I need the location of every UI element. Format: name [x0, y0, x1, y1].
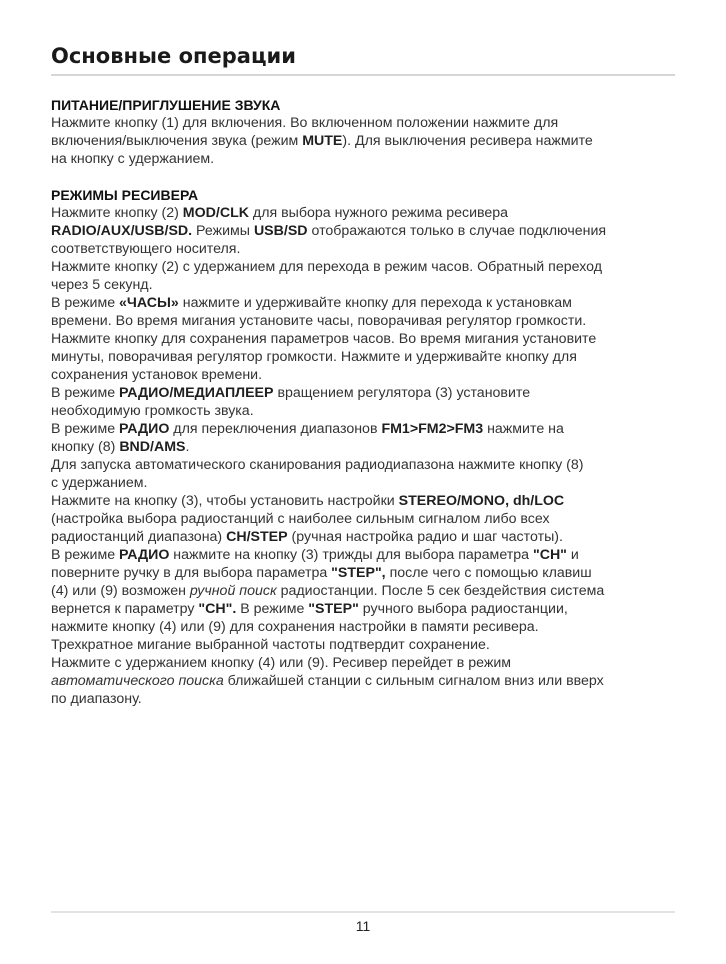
- text-line: [51, 672, 683, 690]
- bold-term-ch: "CH".: [198, 601, 237, 617]
- text-run: Нажмите на кнопку (3), чтобы установить настройки: [51, 493, 399, 509]
- text-run: включения/выключения звука (режим: [51, 133, 303, 149]
- bold-term-radio: РАДИО: [119, 421, 170, 437]
- text-line: [51, 204, 683, 222]
- text-run: для выбора нужного режима ресивера: [248, 205, 509, 221]
- text-line: [51, 132, 683, 150]
- text-line: по диапазону.: [51, 691, 142, 707]
- text-line: с удержанием.: [51, 475, 148, 491]
- text-run: нажмите на: [483, 421, 564, 437]
- bold-term-radio: РАДИО: [119, 547, 170, 563]
- bold-term-radio-media: РАДИО/МЕДИАПЛЕЕР: [119, 385, 274, 401]
- text-run: В режиме: [51, 547, 120, 563]
- text-line: нажмите кнопку (4) или (9) для сохранения настройки в памяти ресивера.: [51, 619, 539, 635]
- text-run: радиостанций диапазона): [51, 529, 227, 545]
- section-heading-modes: РЕЖИМЫ РЕСИВЕРА: [51, 187, 199, 203]
- text-line: [51, 492, 683, 510]
- text-line: [51, 600, 683, 618]
- text-run: кнопку (8): [51, 439, 120, 455]
- text-run: после чего с помощью клавиш: [385, 565, 592, 581]
- bold-term-ch: "CH": [532, 547, 567, 563]
- text-line: Нажмите кнопку для сохранения параметров часов. Во время мигания установите: [51, 331, 597, 347]
- bold-term-step: "STEP",: [331, 565, 386, 581]
- text-line: Для запуска автоматического сканирования радиодиапазона нажмите кнопку (8): [51, 457, 584, 473]
- text-line: Нажмите кнопку (2) с удержанием для перехода в режим часов. Обратный переход: [51, 259, 602, 275]
- text-run: В режиме: [51, 421, 120, 437]
- footer-divider: [51, 911, 675, 913]
- paragraph-power: [51, 114, 683, 168]
- text-run: для переключения диапазонов: [169, 421, 382, 437]
- bold-term-usb-sd: USB/SD: [253, 223, 308, 239]
- text-run: .: [185, 439, 190, 455]
- text-run: ближайшей станции с сильным сигналом вниз или вверх: [223, 673, 604, 689]
- section-heading-power: ПИТАНИЕ/ПРИГЛУШЕНИЕ ЗВУКА: [51, 97, 281, 113]
- text-line: [51, 564, 683, 582]
- text-run: поверните ручку в для выбора параметра: [51, 565, 332, 581]
- text-run: радиостанции. После 5 сек бездействия система: [276, 583, 605, 599]
- text-line: Нажмите кнопку (1) для включения. Во включенном положении нажмите для: [51, 115, 559, 131]
- text-line: времени. Во время мигания установите часы, поворачивая регулятор громкости.: [51, 313, 587, 329]
- text-line: минуты, поворачивая регулятор громкости. Нажмите и удерживайте кнопку для: [51, 349, 577, 365]
- text-run: и: [566, 547, 579, 563]
- text-run: (ручная настройка радио и шаг частоты).: [287, 529, 563, 545]
- page-number: 11: [355, 918, 371, 934]
- text-line: [51, 438, 683, 456]
- text-line: [51, 384, 683, 402]
- text-line: (настройка выбора радиостанций с наиболее сильным сигналом либо всех: [51, 511, 550, 527]
- bold-term-bnd-ams: BND/AMS: [119, 439, 186, 455]
- text-line: Трехкратное мигание выбранной частоты подтвердит сохранение.: [51, 637, 490, 653]
- italic-term-manual-search: ручной поиск: [189, 583, 277, 599]
- bold-term-stereo-mono: STEREO/MONO, dh/LOC: [398, 493, 565, 509]
- text-run: Режимы: [192, 223, 254, 239]
- text-line: [51, 222, 683, 240]
- text-run: нажмите и удерживайте кнопку для перехода к установкам: [178, 295, 572, 311]
- text-line: соответствующего носителя.: [51, 241, 241, 257]
- bold-term-modes: RADIO/AUX/USB/SD.: [51, 223, 193, 239]
- text-run: вернется к параметру: [51, 601, 199, 617]
- text-line: через 5 секунд.: [51, 277, 153, 293]
- paragraph-tuning: [51, 546, 683, 708]
- title-divider: [51, 74, 675, 76]
- text-line: [51, 420, 683, 438]
- page-title: Основные операции: [51, 44, 296, 68]
- paragraph-modes: [51, 204, 683, 384]
- text-line: Нажмите с удержанием кнопку (4) или (9). Ресивер перейдет в режим: [51, 655, 512, 671]
- text-line: [51, 546, 683, 564]
- bold-term-ch-step: CH/STEP: [226, 529, 288, 545]
- text-line: сохранения установок времени.: [51, 367, 263, 383]
- italic-term-auto-search: автоматического поиска: [51, 673, 224, 689]
- bold-term-mute: MUTE: [302, 133, 343, 149]
- text-run: В режиме: [51, 295, 120, 311]
- text-run: В режиме: [51, 385, 120, 401]
- text-line: [51, 528, 683, 546]
- bold-term-step: "STEP": [308, 601, 359, 617]
- text-run: отображаются только в случае подключения: [307, 223, 607, 239]
- bold-term-fm-bands: FM1>FM2>FM3: [381, 421, 484, 437]
- text-line: на кнопку с удержанием.: [51, 151, 215, 167]
- text-run: ручного выбора радиостанции,: [358, 601, 568, 617]
- text-line: необходимую громкость звука.: [51, 403, 254, 419]
- text-line: [51, 582, 683, 600]
- text-run: В режиме: [236, 601, 309, 617]
- text-run: Нажмите кнопку (2): [51, 205, 183, 221]
- bold-term-mod-clk: MOD/CLK: [182, 205, 249, 221]
- page-content: [51, 96, 683, 708]
- text-run: нажмите на кнопку (3) трижды для выбора параметра: [169, 547, 533, 563]
- text-line: [51, 294, 683, 312]
- text-run: (4) или (9) возможен: [51, 583, 190, 599]
- bold-term-clock: «ЧАСЫ»: [119, 295, 179, 311]
- paragraph-volume: [51, 384, 683, 420]
- paragraph-bands: [51, 420, 683, 546]
- text-run: вращением регулятора (3) установите: [273, 385, 531, 401]
- text-run: ). Для выключения ресивера нажмите: [342, 133, 593, 149]
